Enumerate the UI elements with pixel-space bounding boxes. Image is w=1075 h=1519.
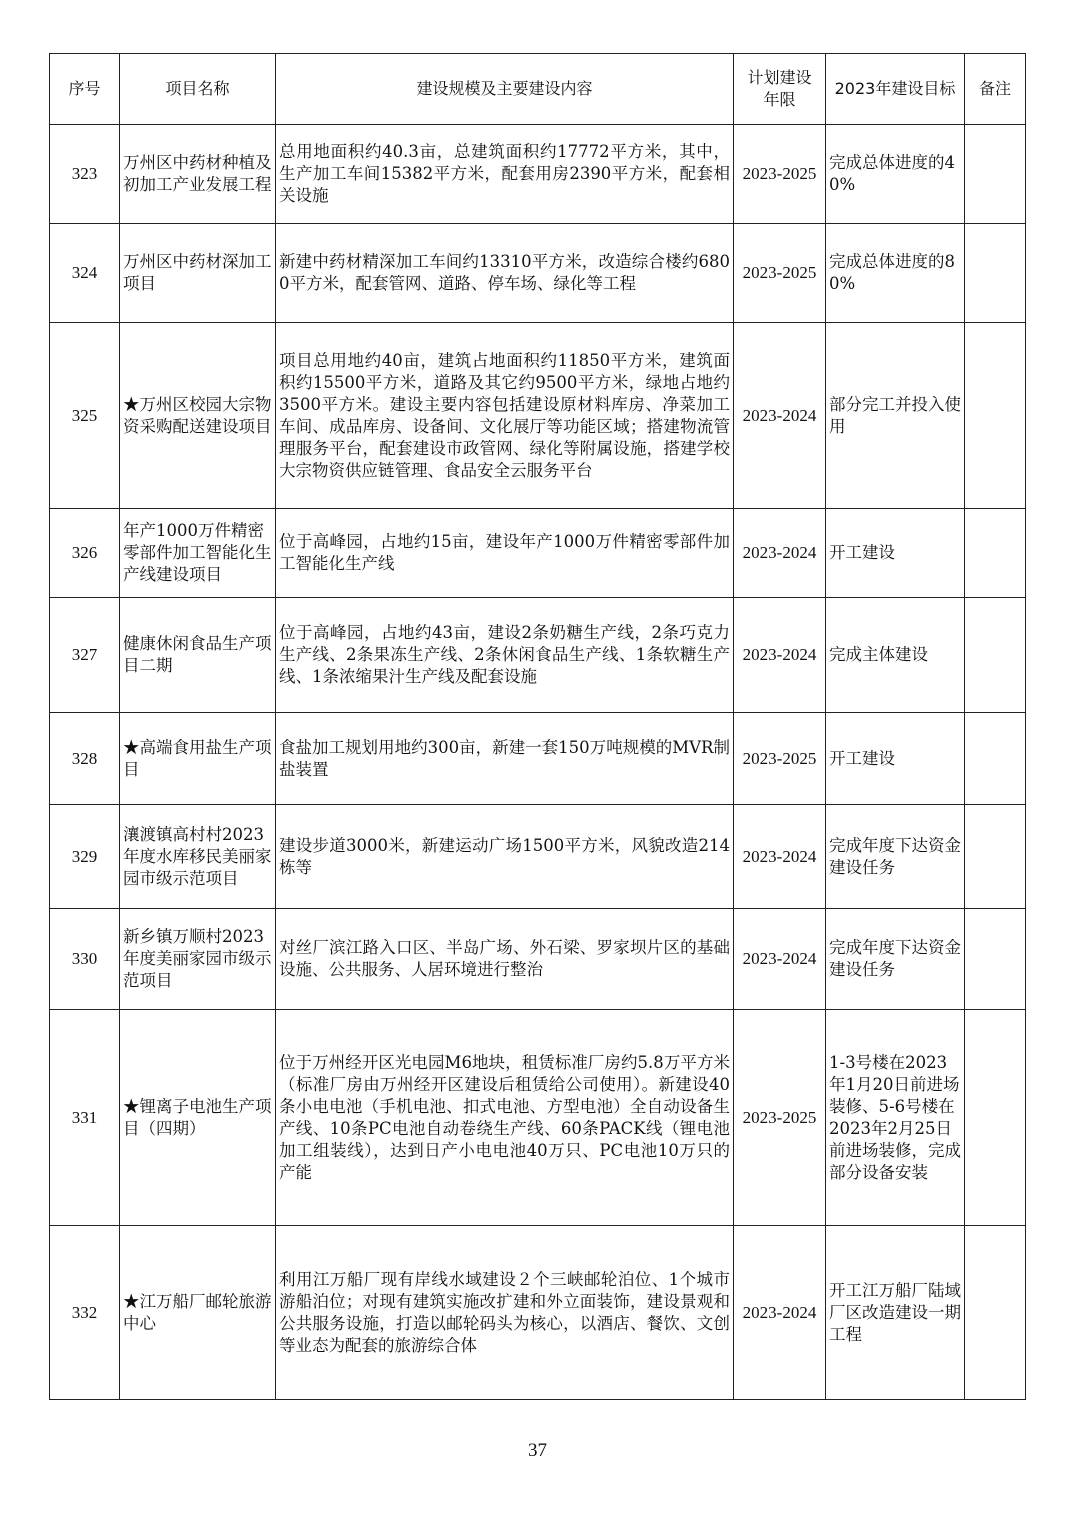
row-number-cell: 331 bbox=[50, 1010, 120, 1226]
construction-period-cell: 2023-2024 bbox=[734, 509, 826, 598]
project-name-cell: 万州区中药材深加工项目 bbox=[120, 224, 276, 323]
construction-period-cell: 2023-2025 bbox=[734, 713, 826, 805]
table-row bbox=[50, 713, 1026, 805]
annual-target-cell: 开工江万船厂陆域厂区改造建设一期工程 bbox=[826, 1226, 965, 1400]
annual-target-cell: 完成年度下达资金建设任务 bbox=[826, 909, 965, 1010]
construction-period-cell: 2023-2025 bbox=[734, 125, 826, 224]
project-content-cell: 食盐加工规划用地约300亩，新建一套150万吨规模的MVR制盐装置 bbox=[276, 713, 734, 805]
project-name-cell: 瀼渡镇高村村2023年度水库移民美丽家园市级示范项目 bbox=[120, 805, 276, 909]
row-number-cell: 328 bbox=[50, 713, 120, 805]
table-row bbox=[50, 509, 1026, 598]
table-row bbox=[50, 805, 1026, 909]
construction-period-cell: 2023-2024 bbox=[734, 1226, 826, 1400]
row-number-cell: 324 bbox=[50, 224, 120, 323]
row-number-cell: 326 bbox=[50, 509, 120, 598]
project-name-cell: ★高端食用盐生产项目 bbox=[120, 713, 276, 805]
project-content-cell: 位于高峰园，占地约15亩，建设年产1000万件精密零部件加工智能化生产线 bbox=[276, 509, 734, 598]
annual-target-cell: 完成主体建设 bbox=[826, 598, 965, 713]
project-content-cell: 位于万州经开区光电园M6地块，租赁标准厂房约5.8万平方米（标准厂房由万州经开区建设后租赁给公司使用）。新建设40条小电电池（手机电池、扣式电池、方型电池）全自动设备生产线、10条PC电池自动卷绕生产线、60条PACK线（锂电池加工组装线），达到日产小电电池40万只、PC电池10万只的产能 bbox=[276, 1010, 734, 1226]
remark-cell bbox=[965, 805, 1026, 909]
row-number-cell: 323 bbox=[50, 125, 120, 224]
remark-cell bbox=[965, 909, 1026, 1010]
annual-target-cell: 开工建设 bbox=[826, 713, 965, 805]
construction-period-cell: 2023-2024 bbox=[734, 323, 826, 509]
project-content-cell: 建设步道3000米，新建运动广场1500平方米，风貌改造214栋等 bbox=[276, 805, 734, 909]
page-number: 37 bbox=[528, 1440, 547, 1461]
annual-target-cell: 1-3号楼在2023年1月20日前进场装修、5-6号楼在2023年2月25日前进场装修，完成部分设备安装 bbox=[826, 1010, 965, 1226]
construction-period-cell: 2023-2024 bbox=[734, 598, 826, 713]
header-period: 计划建设年限 bbox=[734, 54, 826, 125]
project-name-cell: 新乡镇万顺村2023年度美丽家园市级示范项目 bbox=[120, 909, 276, 1010]
remark-cell bbox=[965, 1226, 1026, 1400]
header-remark: 备注 bbox=[965, 54, 1026, 125]
construction-period-cell: 2023-2024 bbox=[734, 909, 826, 1010]
remark-cell bbox=[965, 125, 1026, 224]
project-name-cell: 万州区中药材种植及初加工产业发展工程 bbox=[120, 125, 276, 224]
table-row bbox=[50, 125, 1026, 224]
remark-cell bbox=[965, 598, 1026, 713]
construction-period-cell: 2023-2024 bbox=[734, 805, 826, 909]
construction-period-cell: 2023-2025 bbox=[734, 224, 826, 323]
project-content-cell: 位于高峰园，占地约43亩，建设2条奶糖生产线，2条巧克力生产线、2条果冻生产线、2条休闲食品生产线、1条软糖生产线、1条浓缩果汁生产线及配套设施 bbox=[276, 598, 734, 713]
project-name-cell: ★锂离子电池生产项目（四期） bbox=[120, 1010, 276, 1226]
project-content-cell: 总用地面积约40.3亩，总建筑面积约17772平方米，其中，生产加工车间15382平方米，配套用房2390平方米，配套相关设施 bbox=[276, 125, 734, 224]
annual-target-cell: 开工建设 bbox=[826, 509, 965, 598]
project-content-cell: 对丝厂滨江路入口区、半岛广场、外石梁、罗家坝片区的基础设施、公共服务、人居环境进行整治 bbox=[276, 909, 734, 1010]
header-target: 2023年建设目标 bbox=[826, 54, 965, 125]
row-number-cell: 329 bbox=[50, 805, 120, 909]
project-content-cell: 项目总用地约40亩，建筑占地面积约11850平方米，建筑面积约15500平方米，道路及其它约9500平方米，绿地占地约3500平方米。建设主要内容包括建设原材料库房、净菜加工车间、成品库房、设备间、文化展厅等功能区域；搭建物流管理服务平台，配套建设市政管网、绿化等附属设施，搭建学校大宗物资供应链管理、食品安全云服务平台 bbox=[276, 323, 734, 509]
table-row bbox=[50, 1010, 1026, 1226]
remark-cell bbox=[965, 713, 1026, 805]
remark-cell bbox=[965, 509, 1026, 598]
project-name-cell: 年产1000万件精密零部件加工智能化生产线建设项目 bbox=[120, 509, 276, 598]
header-no: 序号 bbox=[50, 54, 120, 125]
annual-target-cell: 完成总体进度的80% bbox=[826, 224, 965, 323]
table-header-row bbox=[50, 54, 1026, 125]
row-number-cell: 332 bbox=[50, 1226, 120, 1400]
project-content-cell: 新建中药材精深加工车间约13310平方米，改造综合楼约6800平方米，配套管网、道路、停车场、绿化等工程 bbox=[276, 224, 734, 323]
table-body bbox=[50, 125, 1026, 1400]
project-name-cell: ★江万船厂邮轮旅游中心 bbox=[120, 1226, 276, 1400]
annual-target-cell: 完成年度下达资金建设任务 bbox=[826, 805, 965, 909]
header-content: 建设规模及主要建设内容 bbox=[276, 54, 734, 125]
table-row bbox=[50, 224, 1026, 323]
project-content-cell: 利用江万船厂现有岸线水域建设２个三峡邮轮泊位、1个城市游船泊位；对现有建筑实施改扩建和外立面装饰，建设景观和公共服务设施，打造以邮轮码头为核心，以酒店、餐饮、文创等业态为配套的旅游综合体 bbox=[276, 1226, 734, 1400]
annual-target-cell: 部分完工并投入使用 bbox=[826, 323, 965, 509]
table-row bbox=[50, 323, 1026, 509]
table-row bbox=[50, 909, 1026, 1010]
annual-target-cell: 完成总体进度的40% bbox=[826, 125, 965, 224]
project-table-container bbox=[49, 53, 1025, 1400]
header-name: 项目名称 bbox=[120, 54, 276, 125]
table-row bbox=[50, 598, 1026, 713]
remark-cell bbox=[965, 323, 1026, 509]
project-name-cell: ★万州区校园大宗物资采购配送建设项目 bbox=[120, 323, 276, 509]
row-number-cell: 330 bbox=[50, 909, 120, 1010]
remark-cell bbox=[965, 224, 1026, 323]
table-row bbox=[50, 1226, 1026, 1400]
row-number-cell: 327 bbox=[50, 598, 120, 713]
project-name-cell: 健康休闲食品生产项目二期 bbox=[120, 598, 276, 713]
row-number-cell: 325 bbox=[50, 323, 120, 509]
construction-period-cell: 2023-2025 bbox=[734, 1010, 826, 1226]
project-table bbox=[49, 53, 1026, 1400]
remark-cell bbox=[965, 1010, 1026, 1226]
